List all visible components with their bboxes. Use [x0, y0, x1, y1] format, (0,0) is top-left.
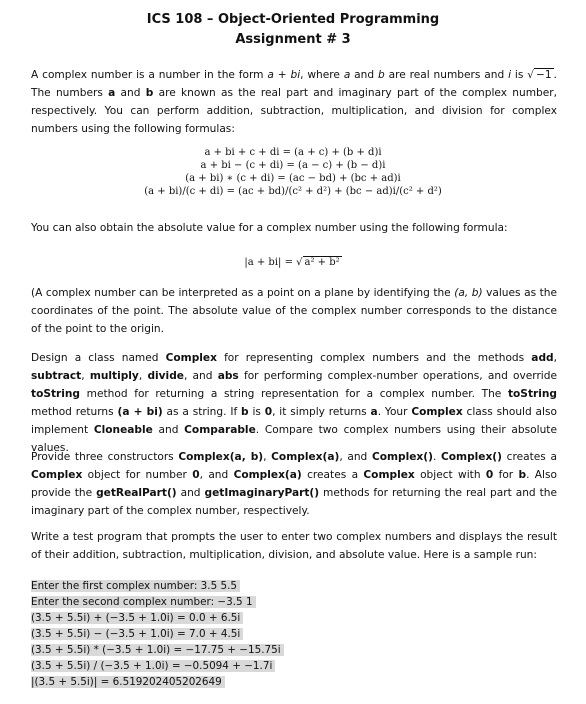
sample-run-line: |(3.5 + 5.5i)| = 6.519202405202649 [31, 676, 225, 688]
multiplication-formula: (a + bi) ∗ (c + di) = (ac − bd) + (bc + ad)i [185, 173, 401, 184]
sqrt-minus-one: −1 [536, 69, 552, 81]
sample-run-line: (3.5 + 5.5i) + (−3.5 + 1.0i) = 0.0 + 6.5i [31, 612, 243, 624]
test-program-paragraph: Write a test program that prompts the user to enter two complex numbers and displays the result of their addition, subtraction, multiplication, division, and absolute value. Here is a sample run: [31, 531, 557, 561]
design-paragraph: Design a class named Complex for representing complex numbers and the methods add, subtract, multiply, divide, and abs for performing complex-number operations, and override toString method for returning a string representation for a complex number. The toString method returns (a + bi) as a string. If b is 0, it simply returns a. Your Complex class should also implement Cloneable and Comparable. Compare two complex numbers using their absolute values. [31, 352, 557, 454]
sample-run-line: (3.5 + 5.5i) * (−3.5 + 1.0i) = −17.75 + −15.75i [31, 644, 284, 656]
sample-run [31, 578, 284, 690]
absolute-value-formula: |a + bi| = √ a² + b² [244, 257, 340, 268]
absolute-intro: You can also obtain the absolute value for a complex number using the following formula: [31, 222, 508, 234]
division-formula: (a + bi)/(c + di) = (ac + bd)/(c² + d²) + (bc − ad)i/(c² + d²) [144, 186, 442, 197]
addition-formula: a + bi + c + di = (a + c) + (b + d)i [204, 147, 382, 158]
sample-run-line: Enter the second complex number: −3.5 1 [31, 596, 256, 608]
constructors-paragraph: Provide three constructors Complex(a, b), Complex(a), and Complex(). Complex() creates a Complex object for number 0, and Complex(a) creates a Complex object with 0 for b. Also provide the getRealPart() and getImaginaryPart() methods for returning the real part and the imaginary part of the complex number, respectively. [31, 451, 557, 517]
sample-run-line: (3.5 + 5.5i) / (−3.5 + 1.0i) = −0.5094 + −1.7i [31, 660, 275, 672]
assignment-title: Assignment # 3 [235, 32, 351, 47]
subtraction-formula: a + bi − (c + di) = (a − c) + (b − d)i [200, 160, 386, 171]
sample-run-line: (3.5 + 5.5i) − (−3.5 + 1.0i) = 7.0 + 4.5i [31, 628, 243, 640]
point-paragraph: (A complex number can be interpreted as a point on a plane by identifying the (a, b) values as the coordinates of the point. The absolute value of the complex number corresponds to the distance of the point to the origin. [31, 287, 557, 335]
intro-paragraph: A complex number is a number in the form a + bi, where a and b are real numbers and i is √ −1 . The numbers a and b are known as the real part and imaginary part of the complex number, respectively. You can perform addition, subtraction, multiplication, and division for complex numbers using the following formulas: [31, 69, 558, 135]
course-title: ICS 108 – Object-Oriented Programming [146, 12, 440, 27]
sample-run-line: Enter the first complex number: 3.5 5.5 [31, 580, 240, 592]
operation-formulas [0, 146, 586, 198]
